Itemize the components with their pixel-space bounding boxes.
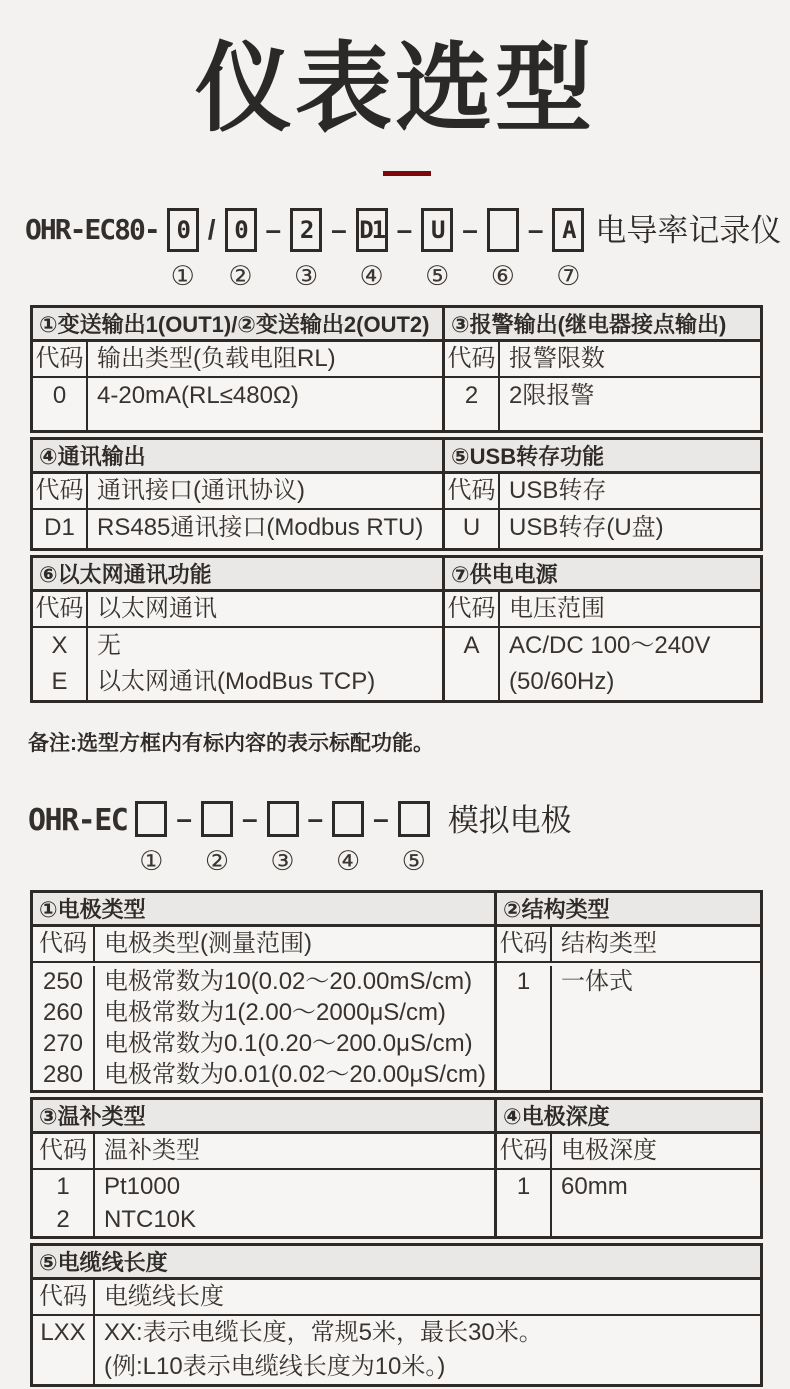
model1-box-3: 2 [290, 208, 322, 252]
desc-cell: 电极常数为0.01(0.02～20.00μS/cm) [104, 1061, 486, 1088]
model1-slot-4 [356, 208, 388, 291]
model1-separator-5: – [462, 214, 478, 245]
section-title: ④电极深度 [497, 1100, 760, 1134]
model1-slot-5 [421, 208, 453, 291]
model2-index-2: ② [204, 846, 230, 876]
code-cell: 260 [42, 999, 84, 1026]
table2-section-electrode-structure [30, 890, 763, 1093]
model2-box-1 [135, 801, 167, 837]
code-cell: 270 [42, 1030, 84, 1057]
model2-index-1: ① [139, 846, 164, 876]
code-cell: 280 [42, 1061, 84, 1088]
model2-separator-1: – [176, 803, 192, 834]
code-column-header: 代码 [445, 592, 500, 626]
model2-box-2 [201, 801, 233, 837]
section-title: ⑦供电电源 [445, 558, 760, 592]
model1-slot-2 [225, 208, 257, 291]
model1-index-7: ⑦ [556, 261, 581, 291]
model-code-recorder [25, 208, 790, 291]
section-title: ①变送输出1(OUT1)/②变送输出2(OUT2) [33, 308, 442, 342]
model1-slot-1 [167, 208, 199, 291]
model2-slot-2 [201, 801, 233, 876]
desc-column-header: 电缆线长度 [104, 1283, 224, 1310]
model1-box-5: U [421, 208, 453, 252]
section-title: ③温补类型 [33, 1100, 494, 1134]
section-title: ①电极类型 [33, 893, 494, 927]
desc-cell: USB转存(U盘) [509, 514, 664, 541]
desc-cell: (50/60Hz) [509, 668, 615, 695]
model2-slot-3 [267, 801, 299, 876]
table1-power-supply [445, 558, 760, 700]
model2-separator-4: – [373, 803, 389, 834]
desc-column-header: 输出类型(负载电阻RL) [97, 345, 336, 372]
model2-index-4: ④ [336, 846, 361, 876]
desc-cell: 一体式 [561, 968, 633, 995]
table2-structure-type [497, 893, 760, 1090]
table1-section-ethernet-power [30, 555, 763, 703]
model1-box-1: 0 [167, 208, 199, 252]
model1-box-6 [487, 208, 519, 252]
code-cell: A [463, 632, 480, 659]
title-underline [383, 171, 431, 176]
desc-cell: 2限报警 [509, 382, 595, 409]
code-cell: 250 [42, 968, 84, 995]
model2-separator-3: – [307, 803, 324, 834]
code-cell: 2 [464, 382, 479, 409]
table2-section-tempcomp-depth [30, 1097, 763, 1239]
desc-cell: Pt1000 [104, 1173, 181, 1200]
section-title: ⑤电缆线长度 [33, 1246, 760, 1280]
code-column-header: 代码 [33, 592, 88, 626]
table2-cable-length [33, 1246, 760, 1384]
table1-transmit-output [33, 308, 445, 430]
desc-column-header: 温补类型 [104, 1137, 200, 1164]
section-title: ④通讯输出 [33, 440, 442, 474]
table1-alarm-output [445, 308, 760, 430]
desc-column-header: 电极深度 [561, 1137, 657, 1164]
model1-slot-7 [552, 208, 584, 291]
desc-cell: RS485通讯接口(Modbus RTU) [97, 514, 424, 541]
desc-cell: (例:L10表示电缆线长度为10米。) [104, 1353, 446, 1380]
model1-index-4: ④ [359, 261, 384, 291]
recorder-selection-table [30, 305, 763, 703]
desc-cell: 4-20mA(RL≤480Ω) [97, 382, 299, 409]
code-column-header: 代码 [497, 927, 552, 961]
model-code-electrode [28, 801, 790, 876]
model1-index-2: ② [228, 261, 253, 291]
model2-prefix: OHR-EC [28, 803, 128, 838]
model2-slot-5 [398, 801, 430, 876]
table2-section-cable-length [30, 1243, 763, 1387]
desc-column-header: 报警限数 [509, 345, 605, 372]
code-column-header: 代码 [33, 927, 95, 961]
model2-index-5: ⑤ [401, 846, 426, 876]
desc-cell: XX:表示电缆长度，常规5米，最长30米。 [104, 1319, 543, 1346]
page-title: 仪表选型 [195, 34, 595, 143]
code-cell: X [51, 632, 68, 659]
model1-slot-6 [487, 208, 519, 291]
model1-box-7: A [552, 208, 584, 252]
code-column-header: 代码 [445, 342, 500, 376]
model1-separator-2: – [265, 214, 282, 245]
model1-slot-3 [290, 208, 322, 291]
model2-box-4 [332, 801, 364, 837]
model1-separator-6: – [527, 214, 544, 245]
model1-suffix: 电导率记录仪 [595, 213, 782, 248]
model1-index-1: ① [170, 261, 195, 291]
code-cell: 2 [56, 1206, 70, 1233]
model1-index-6: ⑥ [490, 261, 515, 291]
code-cell: E [51, 668, 68, 695]
model2-slot-4 [332, 801, 364, 876]
desc-column-header: 电极类型(测量范围) [104, 930, 312, 957]
section-title: ⑤USB转存功能 [445, 440, 760, 474]
desc-cell: 以太网通讯(ModBus TCP) [97, 668, 376, 695]
desc-cell: 无 [97, 632, 121, 659]
code-column-header: 代码 [33, 342, 88, 376]
model2-index-3: ③ [270, 846, 295, 876]
table2-tempcomp-type [33, 1100, 497, 1236]
spec-note: 备注:选型方框内有标内容的表示标配功能。 [28, 732, 434, 755]
model1-separator-4: – [396, 214, 413, 245]
model1-box-2: 0 [225, 208, 257, 252]
code-column-header: 代码 [445, 474, 500, 508]
code-cell: D1 [44, 514, 75, 541]
desc-column-header: USB转存 [509, 477, 607, 504]
table1-usb-function [445, 440, 760, 548]
model1-separator-3: – [331, 214, 347, 245]
table2-electrode-type [33, 893, 497, 1090]
electrode-selection-table [30, 890, 763, 1387]
table1-ethernet-function [33, 558, 445, 700]
table1-comm-output [33, 440, 445, 548]
section-title: ③报警输出(继电器接点输出) [445, 308, 760, 342]
section-title: ⑥以太网通讯功能 [33, 558, 442, 592]
code-cell: 1 [56, 1173, 70, 1200]
desc-cell: 电极常数为10(0.02～20.00mS/cm) [104, 968, 473, 995]
desc-column-header: 通讯接口(通讯协议) [97, 477, 305, 504]
model1-separator-1: / [207, 214, 216, 245]
code-cell: 1 [516, 1173, 531, 1200]
table1-section-output-alarm [30, 305, 763, 433]
table1-section-comm-usb [30, 437, 763, 551]
code-cell: 1 [516, 968, 531, 995]
model2-suffix: 模拟电极 [447, 803, 572, 838]
code-column-header: 代码 [497, 1134, 552, 1168]
code-cell: U [462, 514, 481, 541]
desc-cell: AC/DC 100～240V [509, 632, 711, 659]
code-column-header: 代码 [33, 474, 88, 508]
code-cell: LXX [40, 1319, 86, 1346]
table2-electrode-depth [497, 1100, 760, 1236]
code-column-header: 代码 [33, 1134, 95, 1168]
desc-column-header: 结构类型 [561, 930, 657, 957]
desc-cell: 电极常数为1(2.00～2000μS/cm) [104, 999, 446, 1026]
model1-box-4: D1 [356, 208, 388, 252]
model1-index-3: ③ [293, 261, 319, 291]
desc-cell: 60mm [561, 1173, 628, 1200]
model2-separator-2: – [241, 803, 258, 834]
code-cell: 0 [52, 382, 67, 409]
desc-cell: NTC10K [104, 1206, 197, 1233]
model1-index-5: ⑤ [425, 261, 450, 291]
code-column-header: 代码 [33, 1280, 95, 1314]
desc-column-header: 电压范围 [509, 595, 605, 622]
desc-column-header: 以太网通讯 [97, 595, 217, 622]
model2-box-3 [267, 801, 299, 837]
desc-cell: 电极常数为0.1(0.20～200.0μS/cm) [104, 1030, 473, 1057]
model2-slot-1 [135, 801, 167, 876]
section-title: ②结构类型 [497, 893, 760, 927]
model2-box-5 [398, 801, 430, 837]
model1-prefix: OHR-EC80- [25, 213, 159, 246]
